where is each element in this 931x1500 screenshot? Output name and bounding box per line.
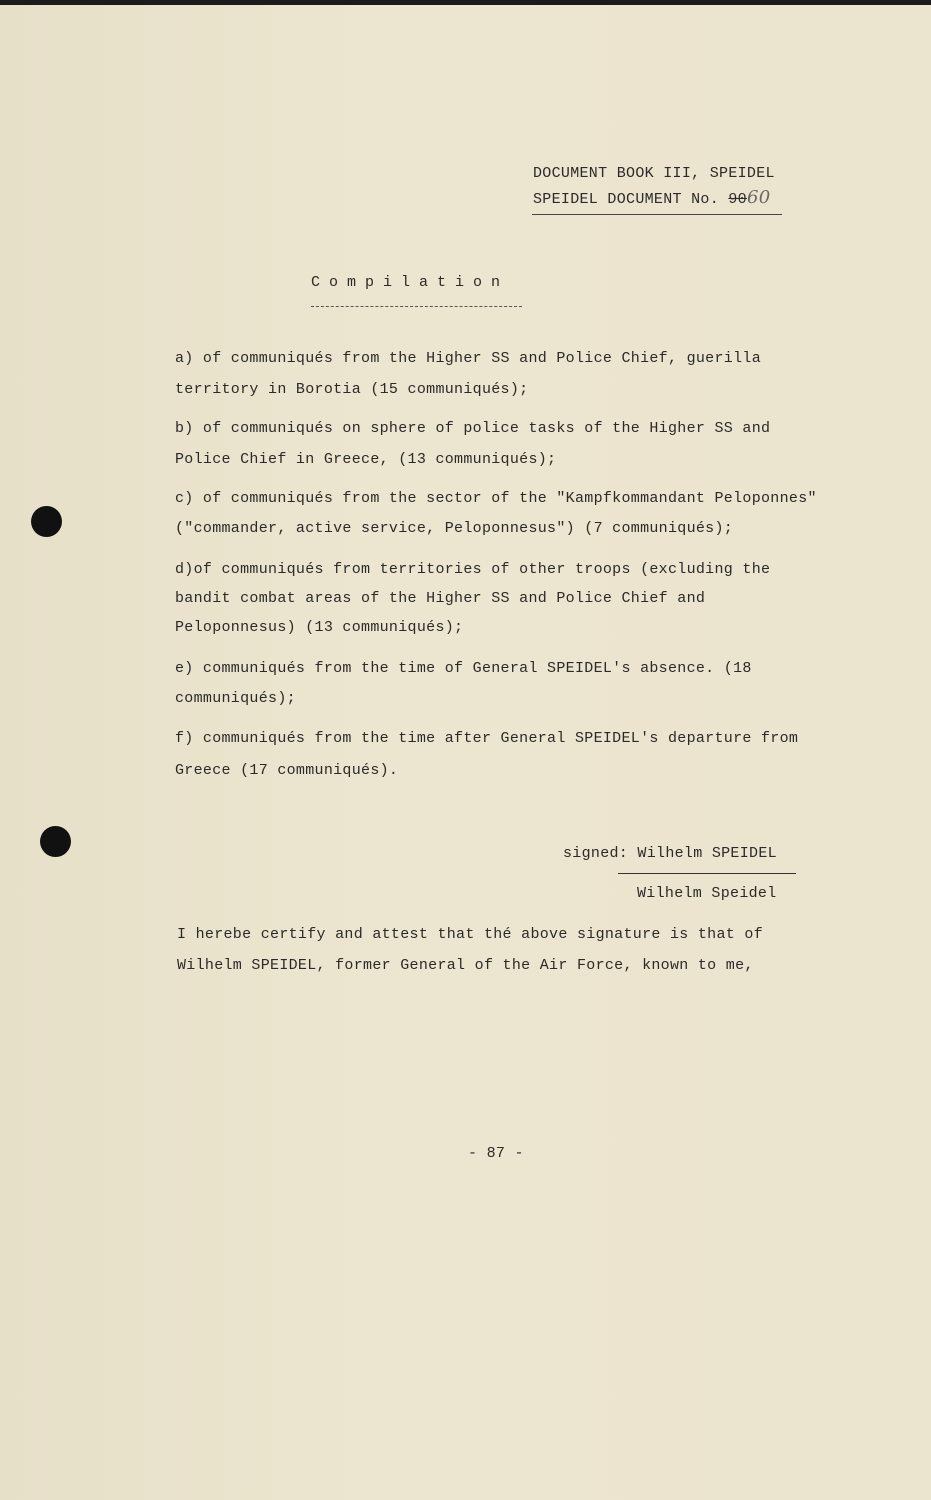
header-document-number [533,187,770,208]
signed-line: signed: Wilhelm SPEIDEL [563,845,777,862]
title-underline [311,306,522,307]
signature-underline [618,873,796,874]
struck-number: 90 [728,191,747,208]
item-e-line-1: e) communiqués from the time of General SPEIDEL's absence. (18 [175,660,752,677]
handwritten-number: 60 [746,187,771,208]
certification-line-1: I herebe certify and attest that thé above signature is that of [177,926,763,943]
item-d-line-2: bandit combat areas of the Higher SS and Police Chief and [175,590,706,607]
header-document-book: DOCUMENT BOOK III, SPEIDEL [533,165,775,182]
item-a-line-2: territory in Borotia (15 communiqués); [175,381,529,398]
punch-hole-top [31,506,62,537]
item-c-line-1: c) of communiqués from the sector of the "Kampfkommandant Peloponnes" [175,490,817,507]
signatory-name: Wilhelm Speidel [637,885,777,902]
item-b-line-1: b) of communiqués on sphere of police tasks of the Higher SS and [175,420,771,437]
item-d-line-3: Peloponnesus) (13 communiqués); [175,619,464,636]
scan-top-edge [0,0,931,5]
item-e-line-2: communiqués); [175,690,296,707]
item-a-line-1: a) of communiqués from the Higher SS and Police Chief, guerilla [175,350,761,367]
item-b-line-2: Police Chief in Greece, (13 communiqués); [175,451,557,468]
item-f-line-1: f) communiqués from the time after General SPEIDEL's departure from [175,730,799,747]
punch-hole-bottom [40,826,71,857]
page-number: - 87 - [468,1145,524,1162]
page-title: Compilation [311,274,510,291]
certification-line-2: Wilhelm SPEIDEL, former General of the Air Force, known to me, [177,957,754,974]
item-d-line-1: d)of communiqués from territories of other troops (excluding the [175,561,771,578]
item-c-line-2: ("commander, active service, Peloponnesus") (7 communiqués); [175,520,734,537]
header-underline [532,214,782,215]
header-number-prefix: SPEIDEL DOCUMENT No. [533,191,729,208]
item-f-line-2: Greece (17 communiqués). [175,762,399,779]
